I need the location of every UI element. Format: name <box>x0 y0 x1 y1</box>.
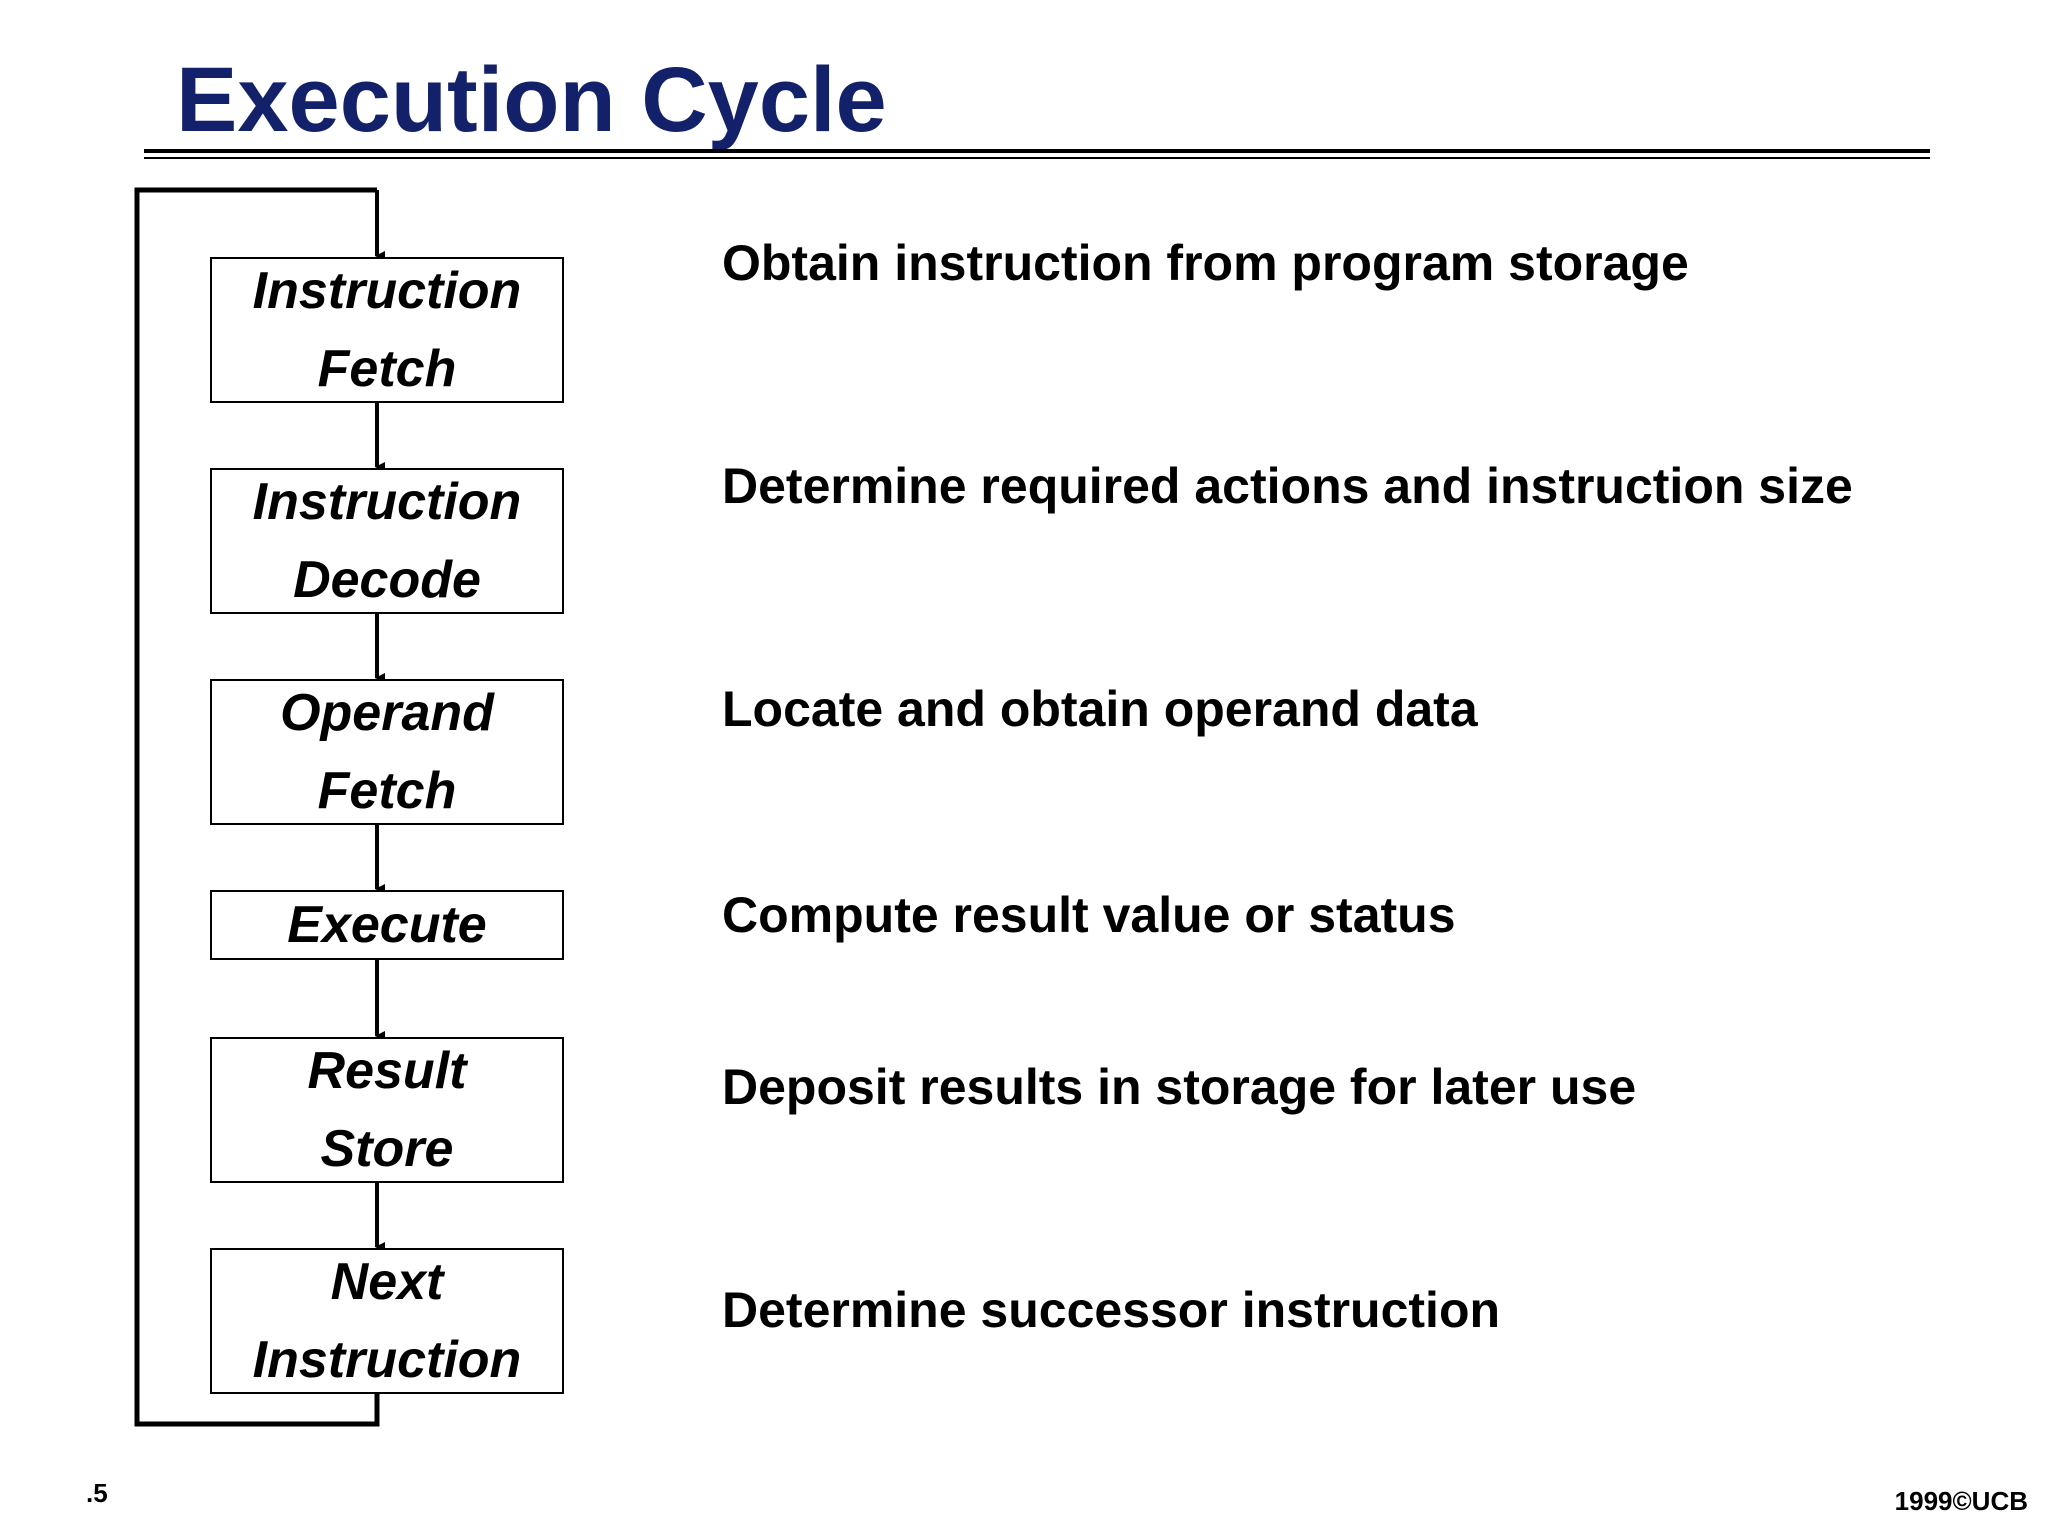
stage-description-execute: Compute result value or status <box>722 887 1456 943</box>
stage-description-instruction-fetch: Obtain instruction from program storage <box>722 235 1689 291</box>
slide-number: .5 <box>86 1478 108 1508</box>
stage-label-line2: Fetch <box>317 762 457 820</box>
stage-label-line1: Next <box>330 1253 444 1311</box>
copyright-notice: 1999©UCB <box>1894 1486 2028 1516</box>
stage-label-line1: Instruction <box>252 262 522 320</box>
stage-box-operand-fetch <box>210 679 564 825</box>
stage-description-next-instruction: Determine successor instruction <box>722 1282 1501 1338</box>
stage-label-line2: Fetch <box>317 340 457 398</box>
stage-label-line2: Decode <box>293 551 481 609</box>
stage-label-line1: Operand <box>280 684 494 742</box>
stage-label-line2: Store <box>320 1120 454 1178</box>
stage-box-instruction-decode <box>210 468 564 614</box>
stage-label-line1: Instruction <box>252 473 522 531</box>
stage-box-result-store <box>210 1037 564 1183</box>
stage-description-operand-fetch: Locate and obtain operand data <box>722 681 1478 737</box>
stage-label-line1: Result <box>307 1042 467 1100</box>
stage-box-next-instruction <box>210 1248 564 1394</box>
slide-title: Execution Cycle <box>176 49 887 151</box>
stage-label-line2: Instruction <box>252 1331 522 1389</box>
stage-box-instruction-fetch <box>210 257 564 403</box>
stage-description-instruction-decode: Determine required actions and instruction size <box>722 458 1853 514</box>
stage-box-execute <box>210 890 564 960</box>
stage-description-result-store: Deposit results in storage for later use <box>722 1059 1637 1115</box>
stage-label-line1: Execute <box>287 896 487 954</box>
